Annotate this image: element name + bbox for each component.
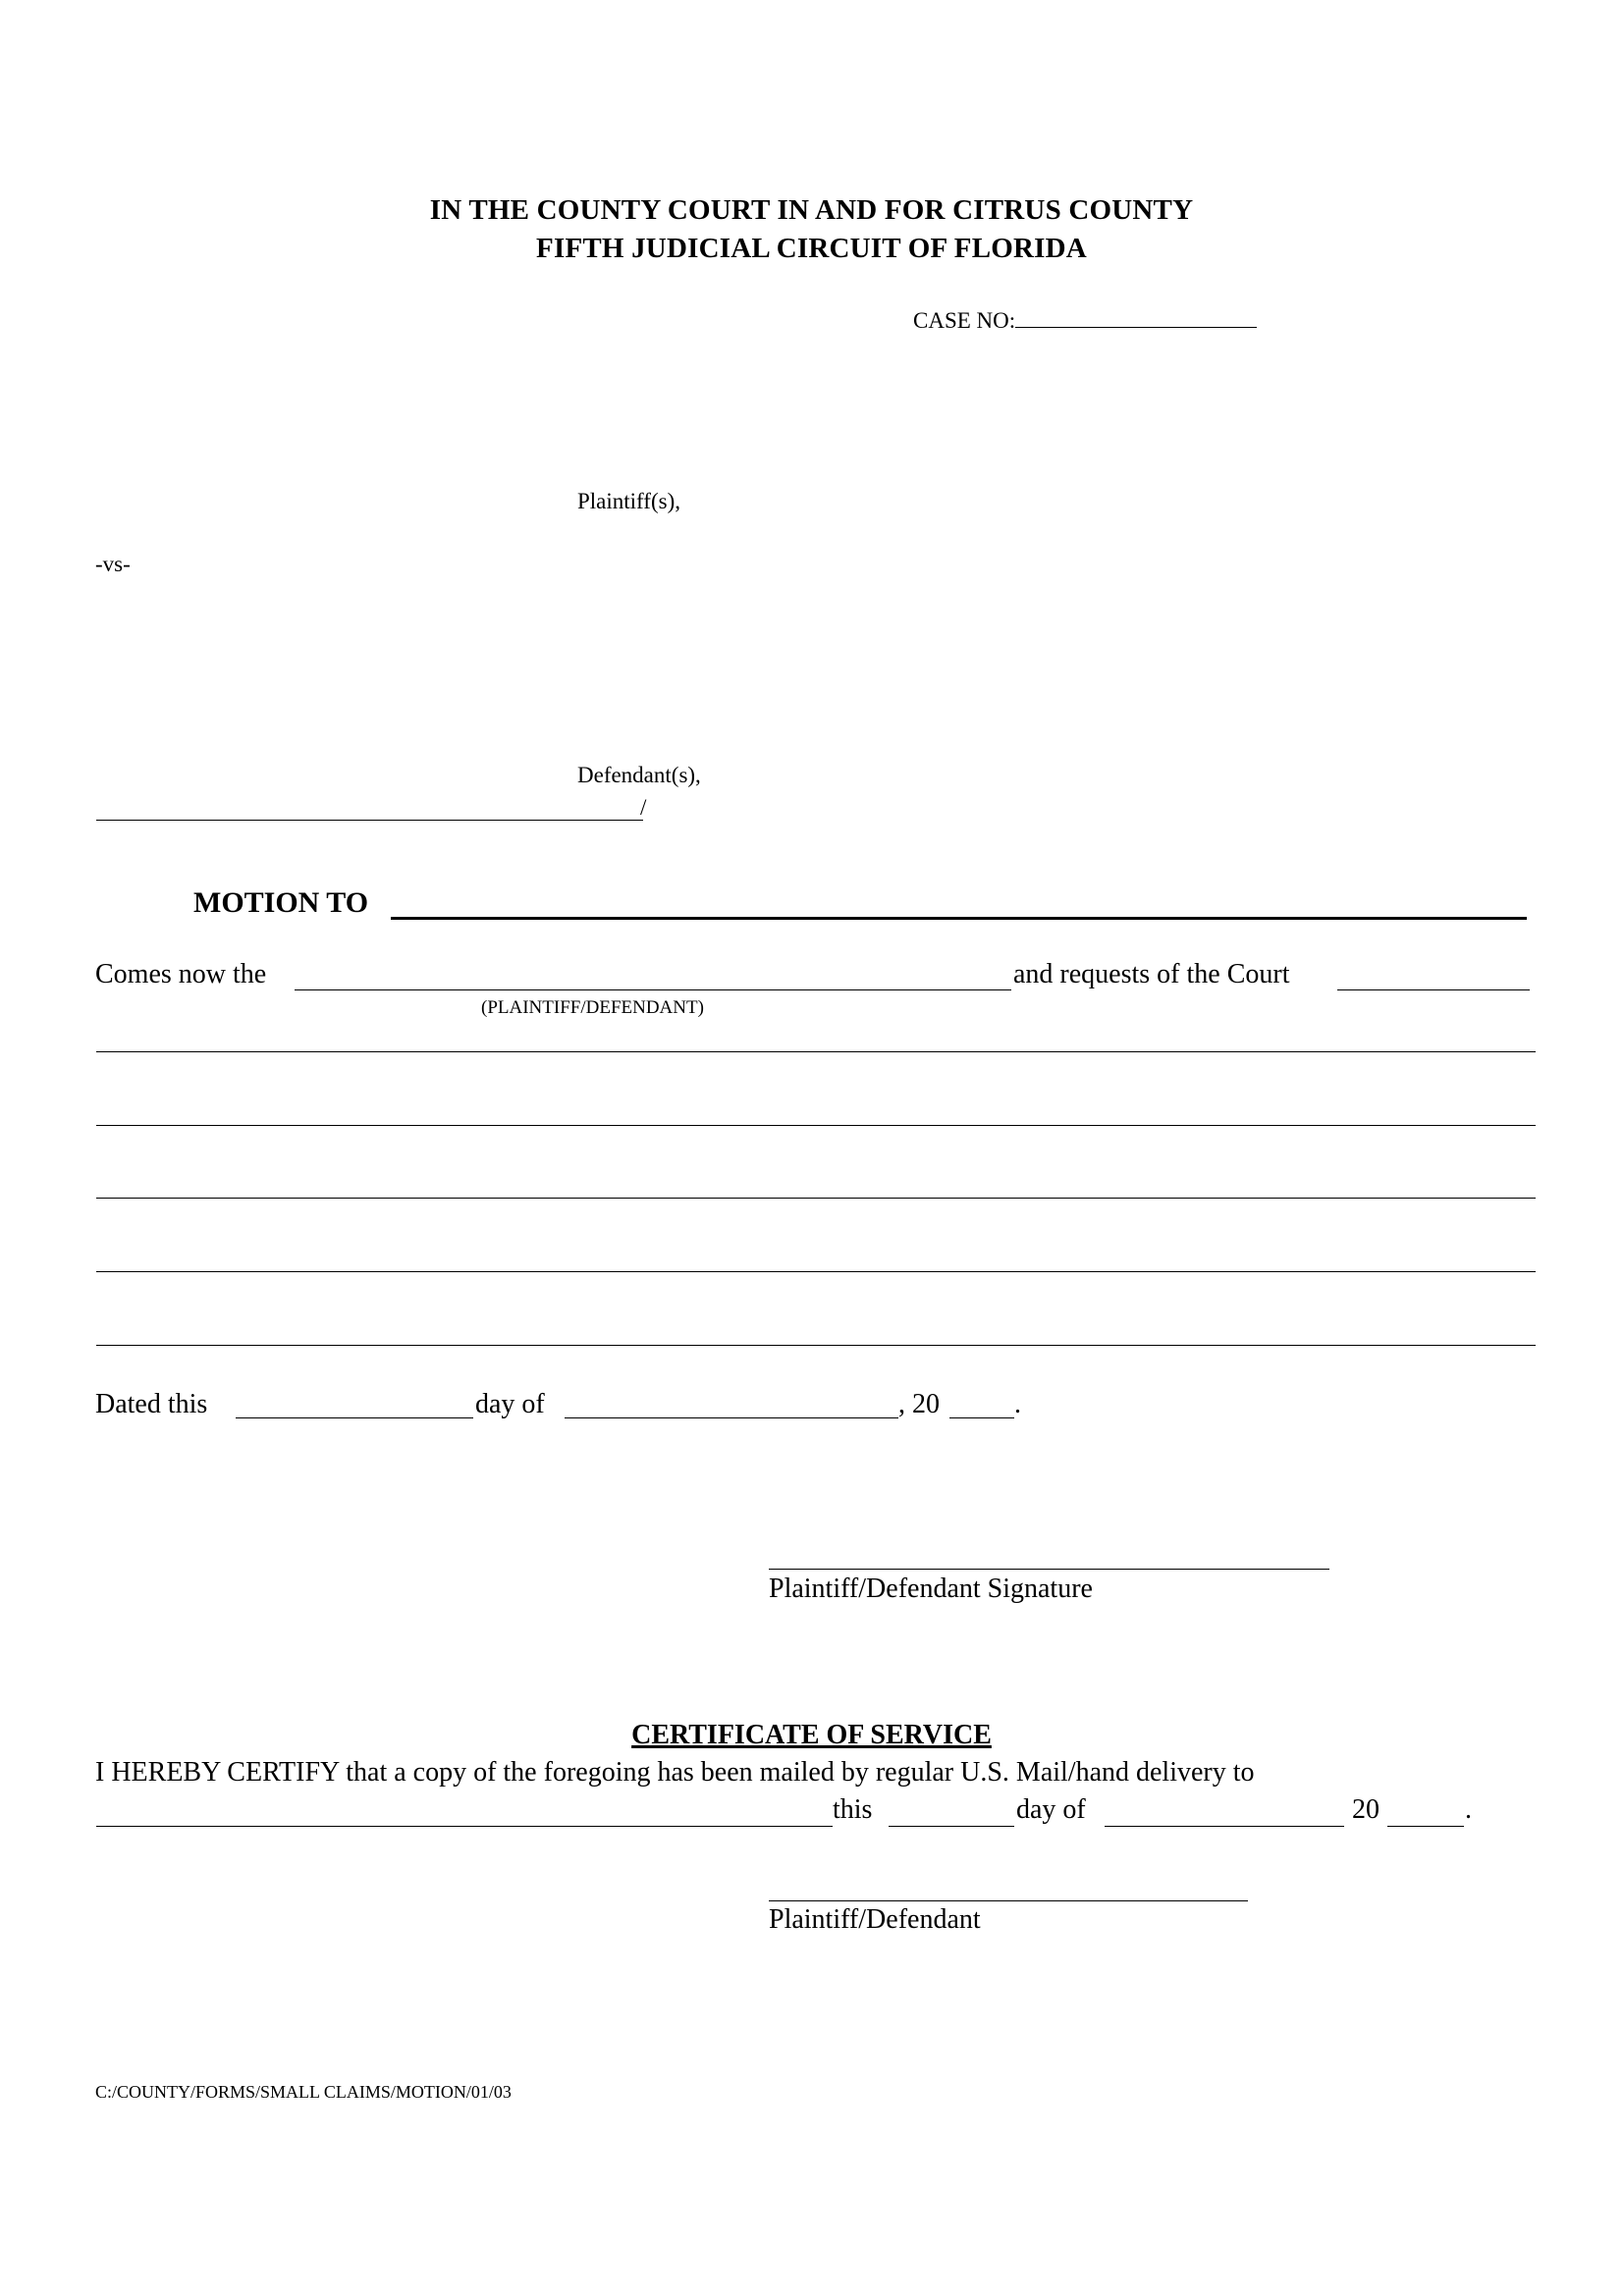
case-number-label: CASE NO: [913, 308, 1016, 333]
certificate-day-field[interactable] [889, 1826, 1014, 1827]
certificate-day-of-label: day of [1016, 1794, 1086, 1825]
request-line-5[interactable] [96, 1345, 1536, 1346]
party-hint: (PLAINTIFF/DEFENDANT) [481, 997, 704, 1018]
certificate-year-prefix: 20 [1352, 1794, 1380, 1825]
dated-prefix: Dated this [95, 1389, 208, 1419]
certificate-month-field[interactable] [1105, 1826, 1344, 1827]
certificate-recipient-field[interactable] [96, 1826, 833, 1827]
caption-divider-line [96, 820, 643, 821]
requests-label: and requests of the Court [1013, 959, 1290, 989]
case-number-row [913, 305, 1257, 334]
dated-month-field[interactable] [565, 1417, 898, 1418]
certificate-year-field[interactable] [1387, 1826, 1464, 1827]
dated-year-field[interactable] [949, 1417, 1014, 1418]
motion-title-field[interactable] [391, 917, 1527, 920]
party-field[interactable] [295, 989, 1011, 990]
dated-year-prefix: , 20 [898, 1389, 940, 1419]
court-title: IN THE COUNTY COURT IN AND FOR CITRUS COUNTY [429, 194, 1194, 226]
dated-period: . [1014, 1389, 1021, 1419]
certificate-signature-field[interactable] [769, 1900, 1248, 1901]
comes-now-label: Comes now the [95, 959, 267, 989]
request-line-1[interactable] [96, 1051, 1536, 1052]
request-field[interactable] [1337, 989, 1530, 990]
vs-label: -vs- [95, 552, 131, 576]
defendant-label: Defendant(s), [577, 763, 701, 787]
circuit-title: FIFTH JUDICIAL CIRCUIT OF FLORIDA [536, 233, 1087, 264]
request-line-4[interactable] [96, 1271, 1536, 1272]
certificate-period: . [1465, 1794, 1472, 1825]
certificate-statement: I HEREBY CERTIFY that a copy of the foregoing has been mailed by regular U.S. Mail/hand delivery to [95, 1757, 1255, 1788]
plaintiff-label: Plaintiff(s), [577, 489, 680, 513]
dated-day-of-label: day of [475, 1389, 545, 1419]
signature-field[interactable] [769, 1569, 1329, 1570]
form-path-footer: C:/COUNTY/FORMS/SMALL CLAIMS/MOTION/01/03 [95, 2082, 512, 2102]
certificate-signer-label: Plaintiff/Defendant [769, 1904, 981, 1935]
case-number-field[interactable] [1015, 305, 1257, 328]
motion-title-label: MOTION TO [193, 886, 369, 919]
request-line-2[interactable] [96, 1125, 1536, 1126]
request-line-3[interactable] [96, 1198, 1536, 1199]
certificate-this-label: this [833, 1794, 873, 1825]
certificate-title: CERTIFICATE OF SERVICE [631, 1720, 992, 1750]
dated-day-field[interactable] [236, 1417, 473, 1418]
caption-slash: / [640, 795, 647, 820]
signature-label: Plaintiff/Defendant Signature [769, 1574, 1093, 1604]
